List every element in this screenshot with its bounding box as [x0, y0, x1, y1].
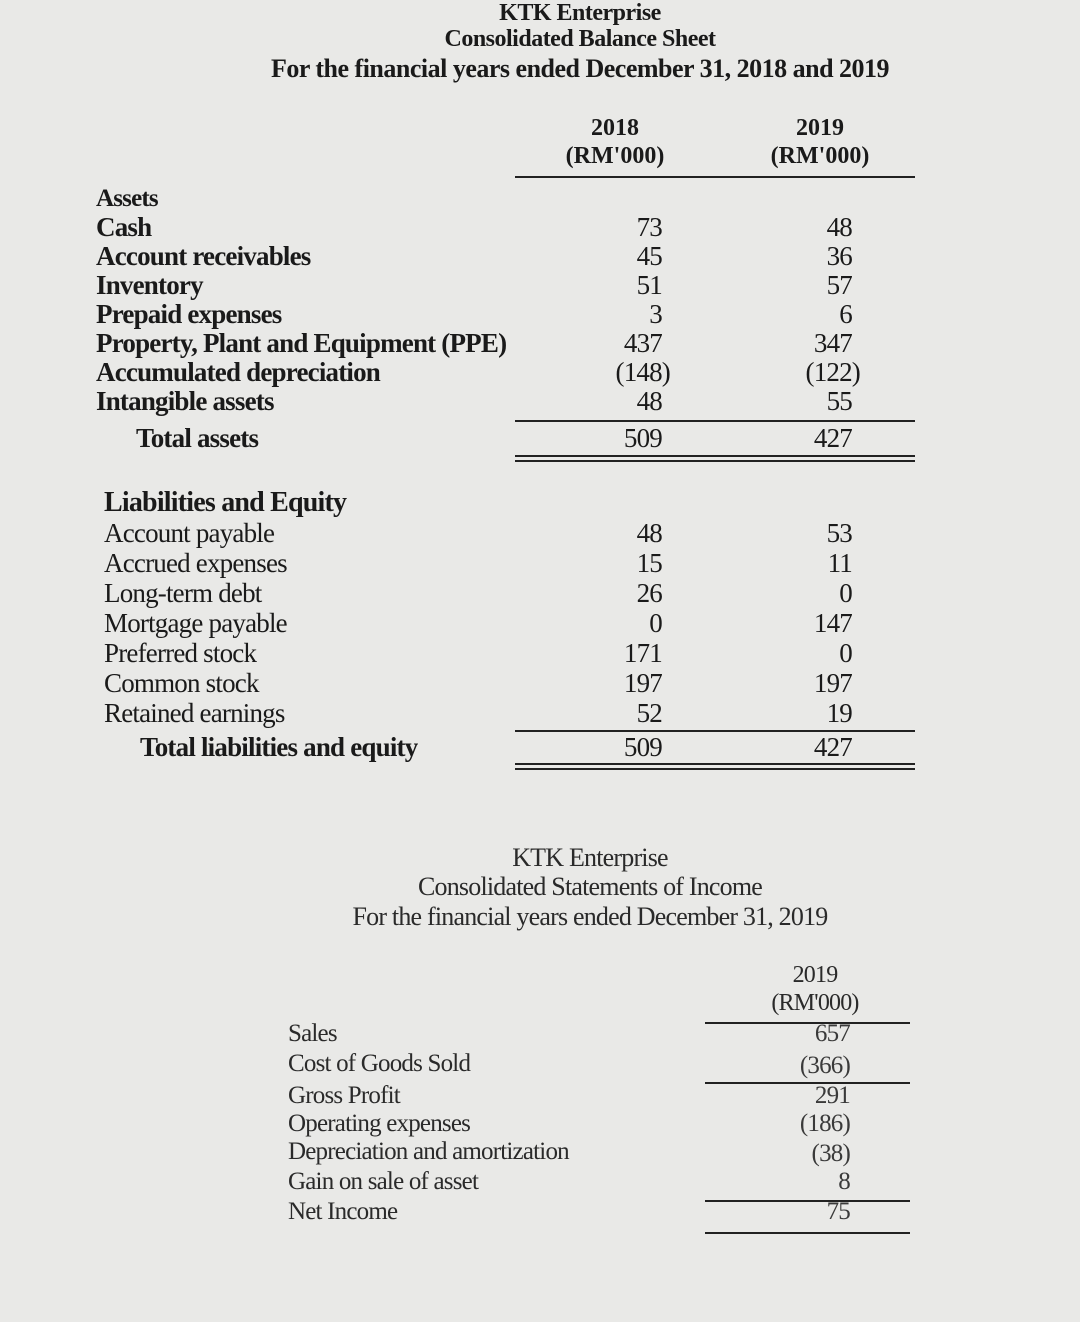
is-company: KTK Enterprise: [512, 843, 668, 872]
liability-2018: 48: [636, 518, 662, 548]
total-assets-label: Total assets: [136, 423, 259, 453]
total-liab-2018: 509: [623, 732, 662, 762]
liability-2018: 0: [649, 608, 662, 638]
is-row-value: (38): [811, 1140, 850, 1167]
liability-2019: 0: [839, 638, 852, 668]
asset-label: Property, Plant and Equipment (PPE): [96, 328, 507, 358]
asset-label: Inventory: [96, 270, 203, 300]
asset-2019: 36: [826, 241, 852, 271]
bs-col1-unit: (RM'000): [565, 143, 665, 169]
is-net-rule: [705, 1200, 910, 1202]
total-liab-label: Total liabilities and equity: [140, 732, 418, 762]
total-rule-4: [515, 768, 915, 770]
asset-label: Accumulated depreciation: [96, 357, 381, 387]
bs-company: KTK Enterprise: [499, 0, 661, 26]
liability-2019: 0: [839, 578, 852, 608]
is-title: Consolidated Statements of Income: [417, 872, 763, 901]
is-row-label: Gross Profit: [288, 1082, 400, 1109]
total-liab-2019: 427: [813, 732, 852, 762]
header-rule: [515, 176, 915, 178]
liability-label: Accrued expenses: [104, 548, 287, 578]
asset-2019: 48: [826, 212, 852, 242]
liability-2019: 147: [813, 608, 852, 638]
is-row-value: (186): [799, 1110, 850, 1137]
liability-2019: 11: [827, 548, 852, 578]
bs-period: For the financial years ended December 31, 2018 and 2019: [270, 54, 890, 83]
asset-2019: 55: [826, 386, 852, 416]
is-row-value: 75: [826, 1198, 850, 1225]
asset-2018: 437: [623, 328, 662, 358]
liability-2019: 53: [826, 518, 852, 548]
asset-2018: 48: [636, 386, 662, 416]
asset-2018: 45: [636, 241, 662, 271]
total-rule-1: [515, 455, 915, 457]
assets-heading: Assets: [96, 185, 158, 212]
liability-2018: 52: [636, 698, 662, 728]
liability-2018: 197: [623, 668, 662, 698]
is-period: For the financial years ended December 31, 2019: [352, 902, 828, 931]
liabilities-heading: Liabilities and Equity: [104, 487, 347, 518]
asset-2019: (122): [805, 357, 860, 387]
is-row-label: Operating expenses: [288, 1110, 471, 1137]
bs-col2-unit: (RM'000): [770, 143, 870, 169]
is-row-value: 8: [838, 1168, 850, 1195]
bs-col2-year: 2019: [796, 115, 844, 141]
asset-2019: 6: [839, 299, 852, 329]
is-row-label: Depreciation and amortization: [288, 1138, 569, 1165]
liability-label: Mortgage payable: [104, 608, 287, 638]
bs-title: Consolidated Balance Sheet: [444, 26, 716, 52]
asset-2019: 347: [813, 328, 852, 358]
liability-2018: 15: [636, 548, 662, 578]
asset-2018: (148): [615, 357, 670, 387]
asset-2019: 57: [826, 270, 852, 300]
is-gross-rule: [705, 1082, 910, 1084]
total-assets-2018: 509: [623, 423, 662, 453]
liability-label: Common stock: [104, 668, 259, 698]
asset-label: Prepaid expenses: [96, 299, 282, 329]
total-rule-3: [515, 763, 915, 765]
is-row-value: 291: [814, 1082, 850, 1109]
liability-label: Preferred stock: [104, 638, 257, 668]
is-row-label: Sales: [288, 1020, 337, 1047]
is-col-year: 2019: [792, 962, 838, 988]
asset-2018: 73: [636, 212, 662, 242]
liability-label: Retained earnings: [104, 698, 285, 728]
total-rule-2: [515, 460, 915, 462]
total-assets-2019: 427: [813, 423, 852, 453]
is-col-unit: (RM'000): [771, 990, 859, 1016]
liability-2018: 171: [623, 638, 662, 668]
asset-2018: 3: [649, 299, 662, 329]
asset-label: Account receivables: [96, 241, 311, 271]
liability-label: Long-term debt: [104, 578, 262, 608]
asset-label: Cash: [96, 212, 152, 242]
is-row-label: Gain on sale of asset: [288, 1168, 479, 1195]
is-row-value: 657: [814, 1020, 850, 1047]
asset-label: Intangible assets: [96, 386, 274, 416]
is-row-label: Net Income: [288, 1198, 398, 1225]
asset-2018: 51: [636, 270, 662, 300]
liability-2019: 19: [826, 698, 852, 728]
liability-2019: 197: [813, 668, 852, 698]
bs-col1-year: 2018: [591, 115, 639, 141]
subtotal-rule-2: [515, 730, 915, 732]
is-row-value: (366): [799, 1052, 850, 1079]
liability-label: Account payable: [104, 518, 275, 548]
liability-2018: 26: [636, 578, 662, 608]
subtotal-rule: [515, 420, 915, 422]
is-net-bottom-rule: [705, 1232, 910, 1234]
is-row-label: Cost of Goods Sold: [288, 1050, 471, 1077]
